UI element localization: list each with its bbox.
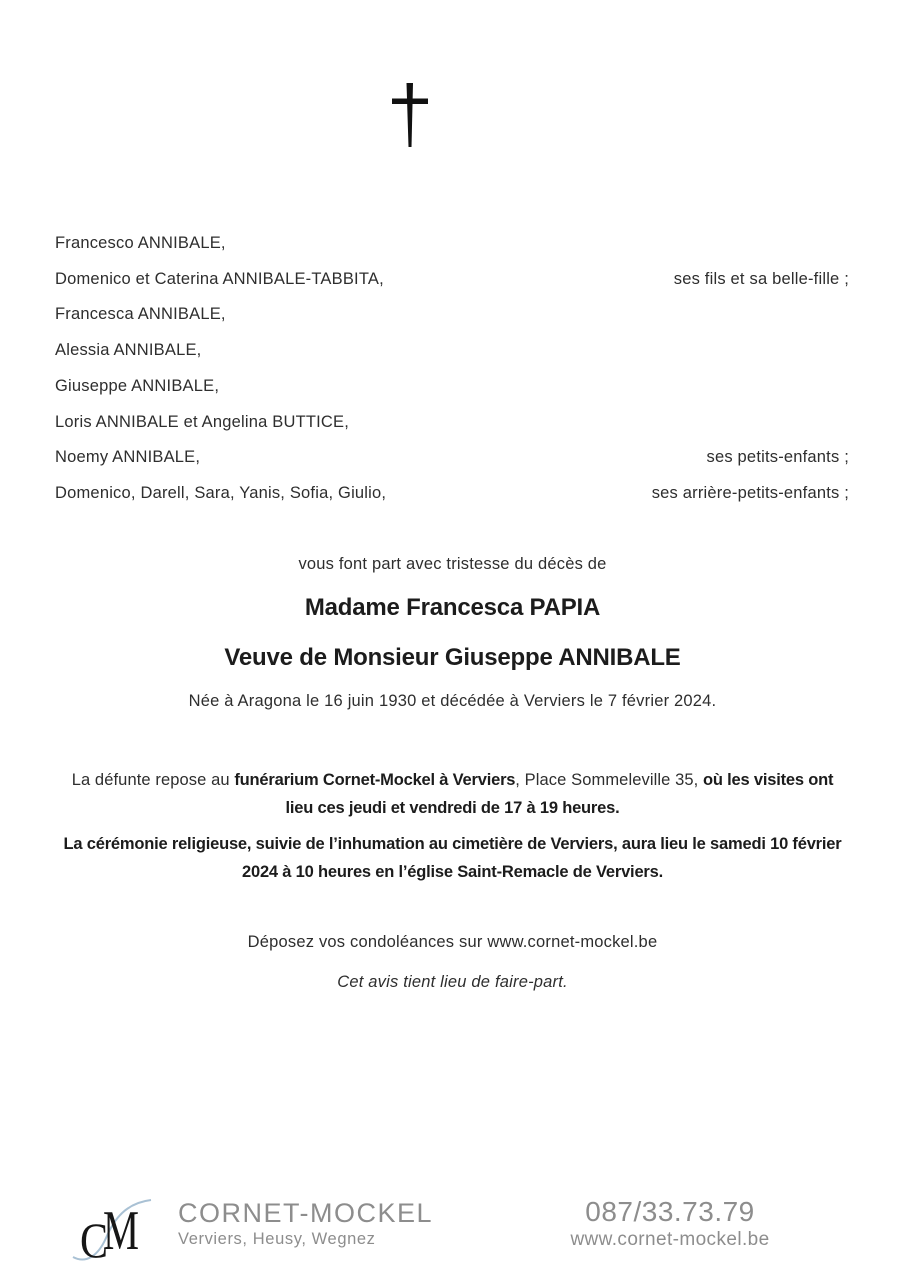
family-row (55, 412, 849, 432)
faire-part-notice: Cet avis tient lieu de faire-part. (337, 973, 568, 991)
condolences-line: Déposez vos condoléances sur www.cornet-mockel.be (247, 933, 658, 951)
family-row (55, 304, 849, 324)
visitation-paragraph (62, 767, 843, 822)
family-relation-label: ses petits-enfants ; (706, 448, 849, 466)
deceased-name: Madame Francesca PAPIA (304, 594, 601, 621)
family-row (55, 376, 849, 396)
family-row (55, 483, 849, 503)
family-member-names: Alessia ANNIBALE, (55, 341, 202, 359)
family-member-names: Loris ANNIBALE et Angelina BUTTICE, (55, 413, 350, 431)
family-member-names: Domenico, Darell, Sara, Yanis, Sofia, Giulio, (55, 484, 387, 502)
logo-letter-m: M (103, 1200, 139, 1262)
family-row (55, 233, 849, 253)
family-member-names: Domenico et Caterina ANNIBALE-TABBITA, (55, 270, 384, 288)
family-member-names: Francesco ANNIBALE, (55, 234, 226, 252)
funerarium-name: funérarium Cornet-Mockel à Verviers (234, 771, 516, 789)
family-row (55, 340, 849, 360)
family-row (55, 447, 849, 467)
family-relation-label: ses arrière-petits-enfants ; (651, 484, 849, 502)
ceremony-paragraph: La cérémonie religieuse, suivie de l’inhumation au cimetière de Verviers, aura lieu le samedi 10 février 2024 à 10 heures en l’église Saint-Remacle de Verviers. (63, 835, 842, 881)
family-member-names: Giuseppe ANNIBALE, (55, 377, 220, 395)
footer-phone-number: 087/33.73.79 (585, 1196, 755, 1227)
funerarium-address: , Place Sommeleville 35, (515, 771, 704, 789)
visitation-hours: où les visites ont lieu ces jeudi et vendredi de 17 à 19 heures. (285, 771, 834, 817)
family-row (55, 269, 849, 289)
cornet-mockel-logo (70, 1194, 155, 1264)
family-relation-label: ses fils et sa belle-fille ; (673, 270, 849, 288)
widow-line: Veuve de Monsieur Giuseppe ANNIBALE (224, 644, 681, 671)
announcement-intro: vous font part avec tristesse du décès de (298, 555, 607, 573)
footer-locations: Verviers, Heusy, Wegnez (178, 1230, 376, 1248)
visitation-text: La défunte repose au (71, 771, 235, 789)
footer-company-name: CORNET-MOCKEL (178, 1198, 434, 1228)
logo-letter-c: C (80, 1212, 108, 1264)
latin-cross-icon (390, 80, 430, 150)
footer-website: www.cornet-mockel.be (570, 1229, 770, 1250)
family-member-names: Noemy ANNIBALE, (55, 448, 201, 466)
life-dates: Née à Aragona le 16 juin 1930 et décédée à Verviers le 7 février 2024. (188, 692, 717, 710)
family-member-names: Francesca ANNIBALE, (55, 305, 226, 323)
